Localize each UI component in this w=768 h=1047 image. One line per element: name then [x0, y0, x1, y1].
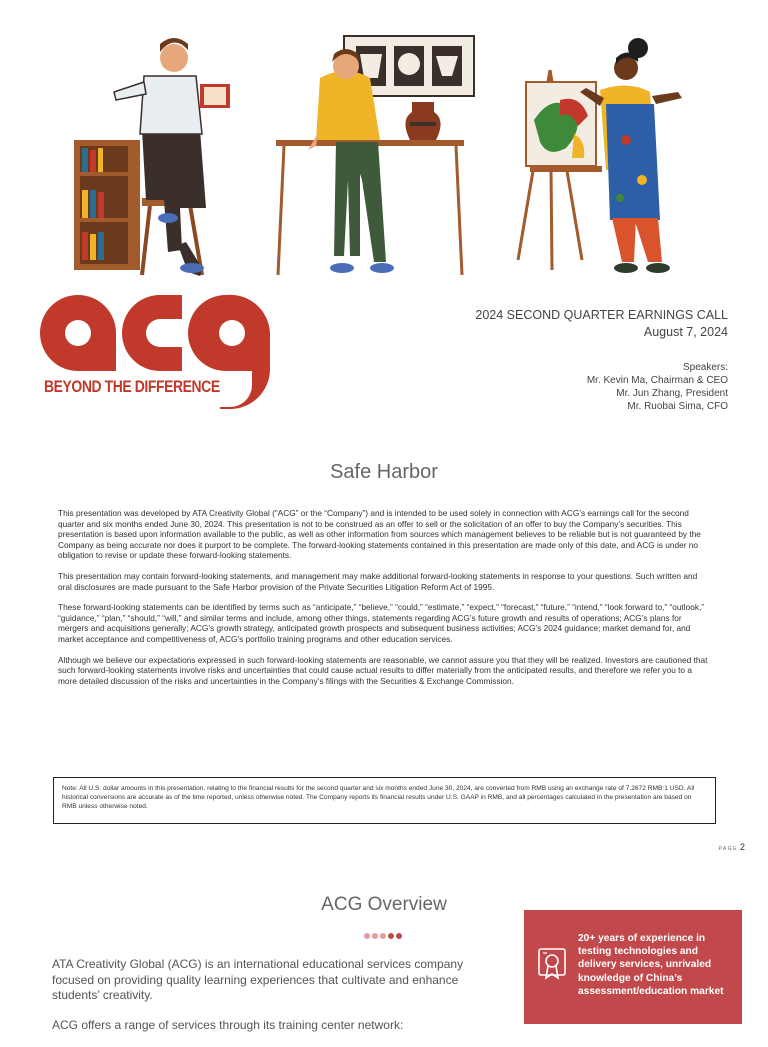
- safe-harbor-title: Safe Harbor: [330, 461, 438, 483]
- speakers-block: [587, 361, 728, 413]
- dot: [380, 933, 386, 939]
- speaker-president: Mr. Jun Zhang, President: [616, 388, 728, 399]
- currency-note: Note: All U.S. dollar amounts in this presentation, relating to the financial results for the second quarter and six months ended June 30, 2024, are converted from RMB using an exchange rate of 7.2672 RMB:1 USD. All historical conversions are accurate as of the time reported, unless otherwise noted. The Company reports its financial results under U.S. GAAP in RMB, and all percentages calculated in the presentation are based on RMB unless otherwise noted.: [53, 777, 716, 824]
- overview-title: ACG Overview: [321, 894, 447, 915]
- safe-harbor-paragraph: These forward-looking statements can be identified by terms such as “anticipate,” “believe,” “could,” “estimate,” “expect,” “forecast,” “future,” “intend,” “look forward to,” “outlook,” “guidance,” “plan,” “should,” “will,” and similar terms and include, among other things, statements regarding ACG’s future growth and results of operations; ACG’s plans for mergers and acquisitions generally; ACG’s growth strategy, anticipated growth prospects and subsequent business activities; ACG’s 2024 guidance; market demand for, and market acceptance and competitiveness of, ACG’s portfolio training programs and other education services.: [58, 602, 705, 644]
- call-info: [475, 307, 728, 341]
- call-date: August 7, 2024: [643, 325, 728, 339]
- speakers-label: Speakers:: [682, 362, 728, 373]
- dot: [396, 933, 402, 939]
- certificate-icon: [538, 948, 566, 980]
- safe-harbor-paragraph: Although we believe our expectations expressed in such forward-looking statements are reasonable, we cannot assure you that they will be realized. Investors are cautioned that such forward-looking statements involve risks and uncertainties that could cause actual results to differ materially from the anticipated results, and therefore we refer you to a more detailed discussion of the risks and uncertainties in the Company’s filings with the Securities & Exchange Commission.: [58, 654, 708, 686]
- overview-text: [52, 957, 472, 1047]
- page-label: PAGE: [718, 846, 738, 852]
- logo-tagline: BEYOND THE DIFFERENCE: [44, 377, 220, 396]
- overview-paragraph: ACG offers a range of services through its training center network:: [52, 1017, 404, 1032]
- speaker-ceo: Mr. Kevin Ma, Chairman & CEO: [586, 375, 728, 386]
- safe-harbor-paragraph: This presentation may contain forward-looking statements, and management may make additional forward-looking statements in response to your questions. Such written and oral disclosures are made pursuant to the Safe Harbor provision of the Private Securities Litigation Reform Act of 1995.: [58, 570, 698, 592]
- painter-scene: [518, 38, 682, 273]
- dot: [364, 933, 370, 939]
- call-title: 2024 SECOND QUARTER EARNINGS CALL: [475, 308, 728, 322]
- overview-paragraph: ATA Creativity Global (ACG) is an international educational services company focused on providing quality learning experiences that cultivate and enhance students’ creativity.: [52, 957, 464, 1002]
- card-text: 20+ years of experience in testing technologies and delivery services, unrivaled knowledge of China’s assessment/education market: [578, 933, 724, 997]
- safe-harbor-body: [58, 508, 712, 696]
- table-scene: [276, 36, 474, 275]
- safe-harbor-paragraph: This presentation was developed by ATA Creativity Global (“ACG” or the “Company”) and is intended to be used solely in connection with ACG’s earnings call for the second quarter and six months ended June 30, 2024. This presentation is not to be construed as an offer to sell or the solicitation of an offer to buy the Company’s securities. This presentation is based upon information available to the public, as well as other information from sources which management believes to be reliable but is not guaranteed by the Company as being accurate nor does it purport to be complete. The forward-looking statements contained in this presentation are made only of this date, and ACG is under no obligation to revise or update these forward-looking statements.: [58, 508, 701, 561]
- page-number: [718, 842, 745, 852]
- experience-highlight-card: [524, 910, 742, 1024]
- decorative-dots: [364, 933, 402, 939]
- dot: [388, 933, 394, 939]
- page-number-value: 2: [739, 842, 745, 852]
- bookshelf: [74, 140, 140, 270]
- dot: [372, 933, 378, 939]
- header-illustration: [60, 30, 700, 280]
- speaker-cfo: Mr. Ruobai Sima, CFO: [627, 401, 728, 412]
